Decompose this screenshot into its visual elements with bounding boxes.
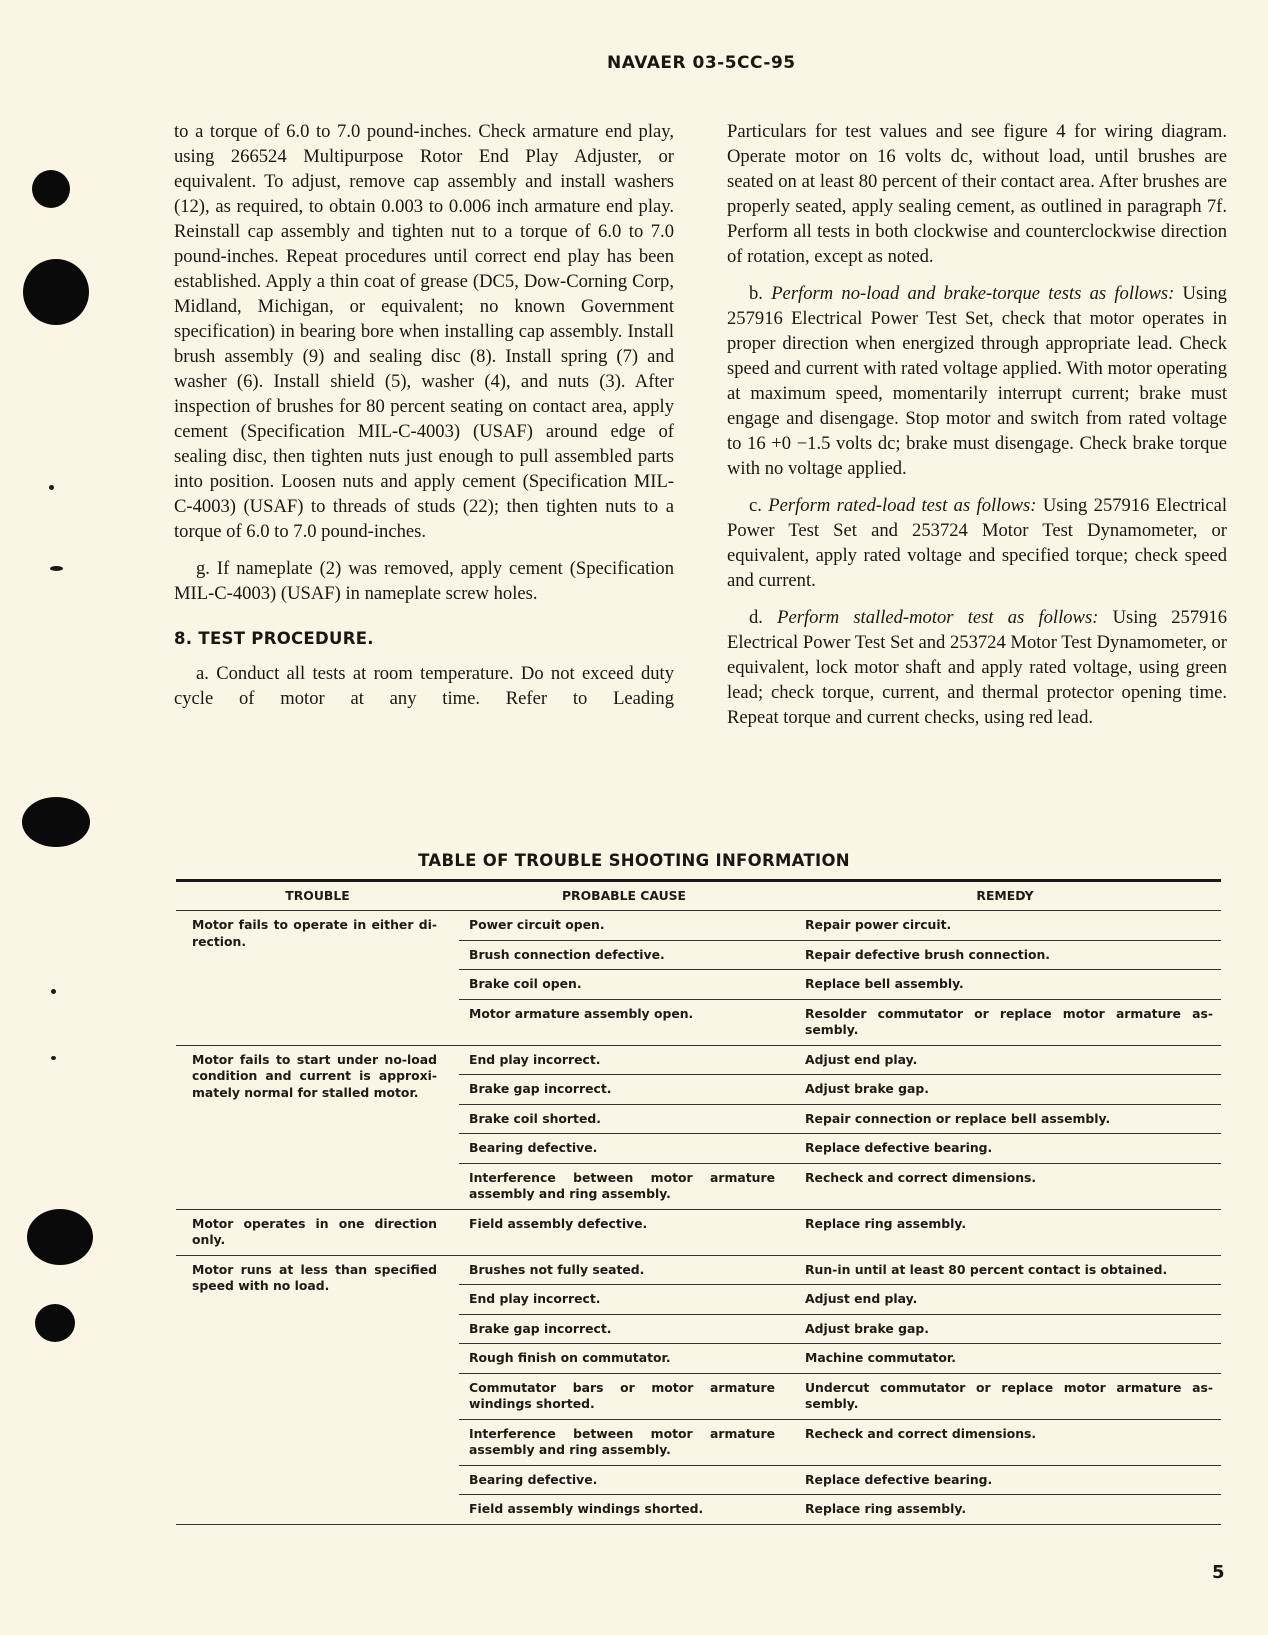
- paper-speck: [50, 566, 63, 571]
- paragraph-8b: b. Perform no-load and brake-torque tests as follows: Using 257916 Electrical Power Test Set, check that motor operates in proper direction when energized through appropriate lead. Check speed and current with rated voltage applied. With motor operating at maximum speed, momentarily interrupt current; brake must engage and disengage. Stop motor and switch from rated voltage to 16 +0 −1.5 volts dc; brake must disengage. Check brake torque with no voltage applied.: [727, 283, 1227, 479]
- remedy-cell: Undercut commutator or replace motor armature assembly.: [805, 1379, 1213, 1411]
- remedy-cell: Repair defective brush connection.: [805, 946, 1050, 962]
- remedy-cell: Replace ring assembly.: [805, 1501, 967, 1516]
- remedy-cell: Recheck and correct dimensions.: [805, 1169, 1037, 1185]
- remedy-cell: Replace defective bearing.: [805, 1471, 993, 1487]
- table-header-row: [176, 882, 1221, 911]
- right-column: [727, 119, 1227, 742]
- cause-cell: End play incorrect.: [469, 1051, 601, 1067]
- remedy-cell: Machine commutator.: [805, 1350, 956, 1365]
- remedy-cell: Resolder commutator or replace motor armature assembly.: [805, 1005, 1213, 1037]
- remedy-cell: Repair power circuit.: [805, 917, 952, 932]
- cause-cell: Interference between motor armature assembly and ring assembly.: [469, 1425, 775, 1457]
- paper-speck: [51, 989, 56, 994]
- paragraph-8a: a. Conduct all tests at room temperature. Do not exceed duty cycle of motor at any time. Refer to Leading: [174, 663, 674, 709]
- table-row: [459, 1315, 1221, 1345]
- remedy-cell: Run-in until at least 80 percent contact is obtained.: [805, 1261, 1168, 1277]
- trouble-group: [176, 1256, 1221, 1525]
- column-header-probable-cause: PROBABLE CAUSE: [561, 887, 687, 903]
- remedy-cell: Replace ring assembly.: [805, 1215, 967, 1231]
- table-row: [459, 1000, 1221, 1045]
- remedy-cell: Replace defective bearing.: [805, 1140, 993, 1155]
- table-row: [459, 1285, 1221, 1315]
- paragraph-8d-title: Perform stalled-motor test as follows:: [777, 607, 1099, 628]
- left-column: [174, 119, 674, 723]
- cause-cell: Field assembly defective.: [469, 1215, 648, 1231]
- cause-cell: Commutator bars or motor armature windings shorted.: [469, 1379, 775, 1411]
- table-row: [459, 911, 1221, 941]
- cause-cell: Power circuit open.: [469, 917, 605, 932]
- remedy-cell: Adjust end play.: [805, 1291, 918, 1306]
- remedy-cell: Adjust brake gap.: [805, 1320, 929, 1336]
- cause-cell: Motor armature assembly open.: [469, 1005, 694, 1021]
- cause-cell: End play incorrect.: [469, 1291, 601, 1306]
- cause-cell: Bearing defective.: [469, 1140, 598, 1155]
- remedy-cell: Repair connection or replace bell assembly.: [805, 1110, 1111, 1126]
- column-header-remedy: REMEDY: [976, 887, 1034, 903]
- table-row: [459, 1046, 1221, 1076]
- paragraph-8c: c. Perform rated-load test as follows: Using 257916 Electrical Power Test Set and 253724 Motor Test Dynamometer, or equivalent, apply rated voltage and specified torque; check speed and current.: [727, 495, 1228, 591]
- table-row: [459, 1075, 1221, 1105]
- punch-hole: [22, 797, 90, 847]
- trouble-cell: Motor fails to operate in either direction.: [192, 917, 437, 949]
- cause-cell: Interference between motor armature assembly and ring assembly.: [469, 1169, 775, 1201]
- troubleshooting-table: [176, 879, 1221, 1525]
- table-row: [459, 1210, 1221, 1239]
- cause-cell: Brake coil shorted.: [469, 1110, 601, 1126]
- cause-cell: Brushes not fully seated.: [469, 1261, 645, 1277]
- trouble-group: [176, 1046, 1221, 1210]
- paper-speck: [51, 1056, 56, 1060]
- table-row: [459, 941, 1221, 971]
- trouble-cell: Motor fails to start under no-load condition and current is approximately normal for stalled motor.: [192, 1051, 437, 1100]
- punch-hole: [32, 170, 70, 208]
- punch-hole: [35, 1304, 75, 1342]
- punch-hole: [27, 1209, 93, 1265]
- table-row: [459, 1374, 1221, 1420]
- cause-cell: Field assembly windings shorted.: [469, 1501, 704, 1516]
- cause-cell: Brake gap incorrect.: [469, 1081, 612, 1096]
- table-row: [459, 1256, 1221, 1286]
- table-row: [459, 1420, 1221, 1466]
- remedy-cell: Replace bell assembly.: [805, 976, 964, 991]
- paragraph-8b-title: Perform no-load and brake-torque tests as follows:: [771, 283, 1175, 304]
- trouble-group: [176, 911, 1221, 1046]
- cause-cell: Brush connection defective.: [469, 946, 665, 962]
- section-heading-test-procedure: 8. TEST PROCEDURE.: [174, 629, 374, 648]
- trouble-group: [176, 1210, 1221, 1256]
- table-row: [459, 1495, 1221, 1524]
- cause-cell: Brake coil open.: [469, 976, 582, 991]
- table-row: [459, 1164, 1221, 1209]
- remedy-cell: Adjust brake gap.: [805, 1081, 929, 1096]
- page-number: 5: [1212, 1562, 1225, 1583]
- cause-cell: Brake gap incorrect.: [469, 1320, 612, 1336]
- punch-hole: [23, 259, 89, 325]
- table-row: [459, 1105, 1221, 1135]
- trouble-cell: Motor runs at less than specified speed with no load.: [192, 1261, 437, 1293]
- table-title: TABLE OF TROUBLE SHOOTING INFORMATION: [418, 851, 850, 870]
- remedy-cell: Adjust end play.: [805, 1051, 918, 1067]
- table-row: [459, 970, 1221, 1000]
- document-number: NAVAER 03-5CC-95: [607, 53, 796, 73]
- trouble-cell: Motor operates in one direction only.: [192, 1215, 437, 1247]
- paragraph-8c-title: Perform rated-load test as follows:: [768, 495, 1037, 516]
- remedy-cell: Recheck and correct dimensions.: [805, 1425, 1037, 1441]
- column-header-trouble: TROUBLE: [285, 887, 350, 903]
- paragraph-8d: d. Perform stalled-motor test as follows: Using 257916 Electrical Power Test Set and 253724 Motor Test Dynamometer, or equivalent, lock motor shaft and apply rated voltage, using green lead; check torque, current, and thermal protector opening time. Repeat torque and current checks, using red lead.: [727, 607, 1227, 728]
- table-row: [459, 1466, 1221, 1496]
- paragraph-7g: g. If nameplate (2) was removed, apply cement (Specification MIL-C-4003) (USAF) in nameplate screw holes.: [174, 558, 674, 604]
- paper-speck: [49, 485, 54, 490]
- cause-cell: Bearing defective.: [469, 1471, 598, 1487]
- paragraph-8a-continued: Particulars for test values and see figure 4 for wiring diagram. Operate motor on 16 volts dc, without load, until brushes are seated on at least 80 percent of their contact area. After brushes are properly seated, apply sealing cement, as outlined in paragraph 7f. Perform all tests in both clockwise and counterclockwise direction of rotation, except as noted.: [727, 121, 1227, 267]
- table-row: [459, 1344, 1221, 1374]
- paragraph-7f-continued: to a torque of 6.0 to 7.0 pound-inches. Check armature end play, using 266524 Multipurpose Rotor End Play Adjuster, or equivalent. To adjust, remove cap assembly and install washers (12), as required, to obtain 0.003 to 0.006 inch armature end play. Reinstall cap assembly and tighten nut to a torque of 6.0 to 7.0 pound-inches. Repeat procedures until correct end play has been established. Apply a thin coat of grease (DC5, Dow-Corning Corp, Midland, Michigan, or equivalent; no known Government specification) in bearing bore when installing cap assembly. Install brush assembly (9) and sealing disc (8). Install spring (7) and washer (6). Install shield (5), washer (4), and nuts (3). After inspection of brushes for 80 percent seating on contact area, apply cement (Specification MIL-C-4003) (USAF) around edge of sealing disc, then tighten nuts just enough to pull assembled parts into position. Loosen nuts and apply cement (Specification MIL-C-4003) (USAF) to threads of studs (22); then tighten nuts to a torque of 6.0 to 7.0 pound-inches.: [174, 121, 674, 542]
- cause-cell: Rough finish on commutator.: [469, 1350, 671, 1365]
- table-row: [459, 1134, 1221, 1164]
